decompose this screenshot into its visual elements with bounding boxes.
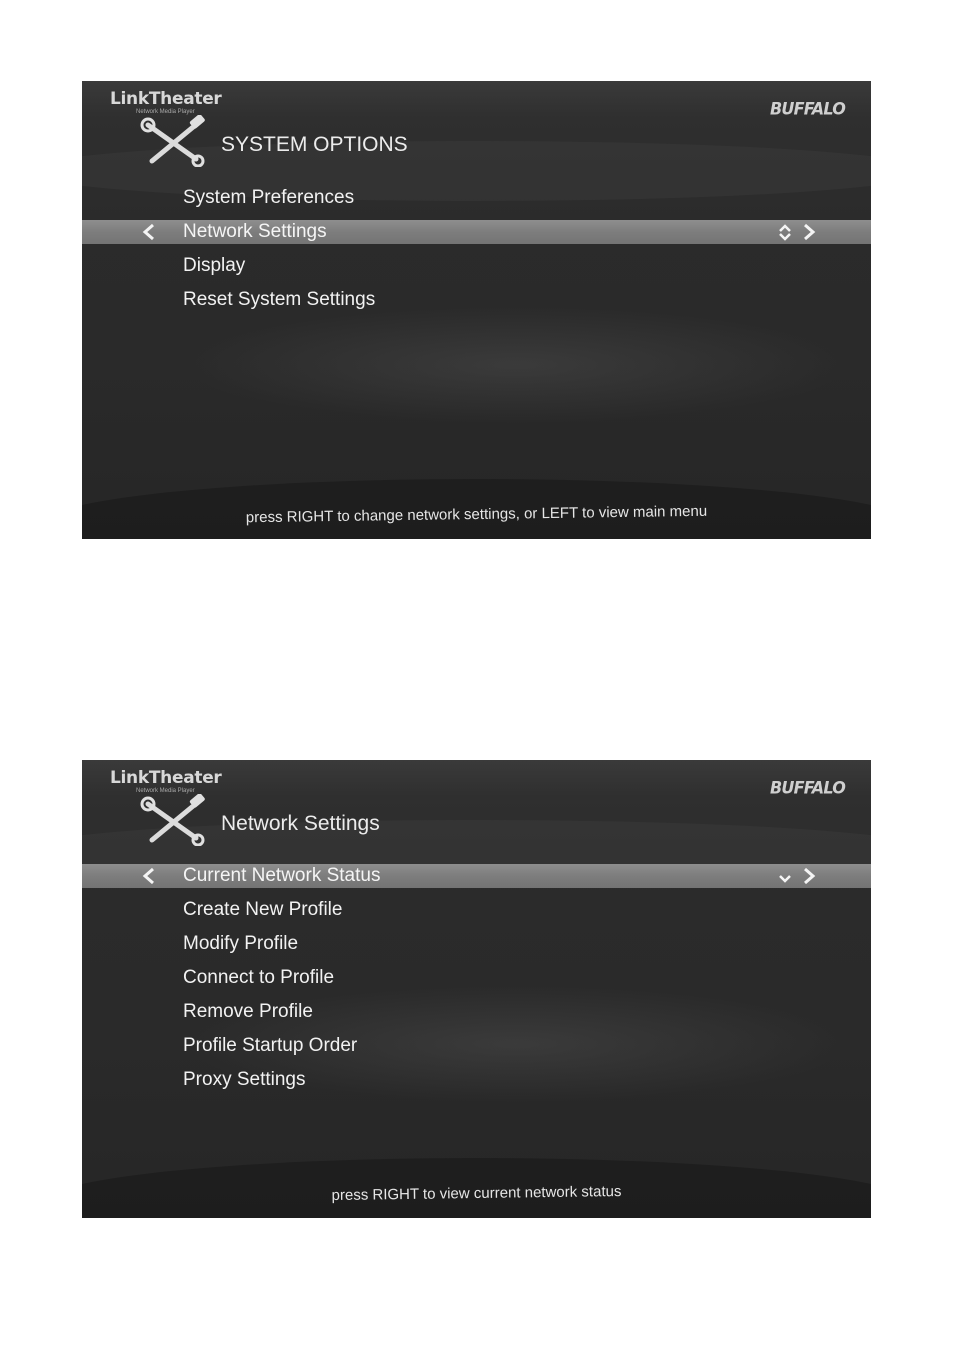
page-title: Network Settings xyxy=(221,812,380,835)
linktheater-logo: LinkTheater xyxy=(110,768,222,788)
buffalo-logo: BUFFALO xyxy=(770,777,845,798)
menu-item-system-preferences[interactable] xyxy=(82,181,871,215)
menu-item-label: Connect to Profile xyxy=(183,967,335,988)
menu-item-display[interactable] xyxy=(82,249,871,283)
menu-item-label: Display xyxy=(183,255,246,276)
menu-item-profile-startup-order[interactable] xyxy=(82,1029,871,1063)
options-menu xyxy=(82,181,871,317)
menu-item-modify-profile[interactable] xyxy=(82,927,871,961)
up-down-icon xyxy=(777,223,819,241)
menu-item-label: Current Network Status xyxy=(183,865,381,886)
menu-item-label: System Preferences xyxy=(183,187,355,208)
chevron-left-icon[interactable] xyxy=(142,867,156,885)
menu-item-label: Reset System Settings xyxy=(183,289,376,310)
system-options-screen xyxy=(82,81,871,539)
menu-item-create-new-profile[interactable] xyxy=(82,893,871,927)
menu-item-label: Proxy Settings xyxy=(183,1069,306,1090)
menu-item-proxy-settings[interactable] xyxy=(82,1063,871,1097)
logo-subtitle: Network Media Player xyxy=(136,788,195,794)
help-hint: press RIGHT to view current network status xyxy=(331,1182,622,1205)
chevron-left-icon[interactable] xyxy=(142,223,156,241)
menu-item-current-network-status[interactable] xyxy=(82,864,871,888)
menu-item-label: Profile Startup Order xyxy=(183,1035,358,1056)
menu-item-label: Modify Profile xyxy=(183,933,299,954)
logo-subtitle: Network Media Player xyxy=(136,109,195,115)
menu-item-reset-system-settings[interactable] xyxy=(82,283,871,317)
chevron-down-icon xyxy=(777,867,819,885)
menu-item-network-settings[interactable] xyxy=(82,220,871,244)
menu-item-label: Network Settings xyxy=(183,221,327,242)
tools-icon xyxy=(140,115,210,167)
menu-item-label: Remove Profile xyxy=(183,1001,313,1022)
menu-item-connect-to-profile[interactable] xyxy=(82,961,871,995)
tools-icon xyxy=(140,794,210,846)
linktheater-logo: LinkTheater xyxy=(110,89,222,109)
menu-item-label: Create New Profile xyxy=(183,899,343,920)
chevron-right-icon xyxy=(805,869,813,883)
buffalo-logo: BUFFALO xyxy=(770,98,845,119)
network-menu xyxy=(82,859,871,1097)
chevron-right-icon xyxy=(805,225,813,239)
help-hint: press RIGHT to change network settings, or LEFT to view main menu xyxy=(245,502,708,527)
page-title: SYSTEM OPTIONS xyxy=(221,133,408,156)
network-settings-screen xyxy=(82,760,871,1218)
menu-item-remove-profile[interactable] xyxy=(82,995,871,1029)
